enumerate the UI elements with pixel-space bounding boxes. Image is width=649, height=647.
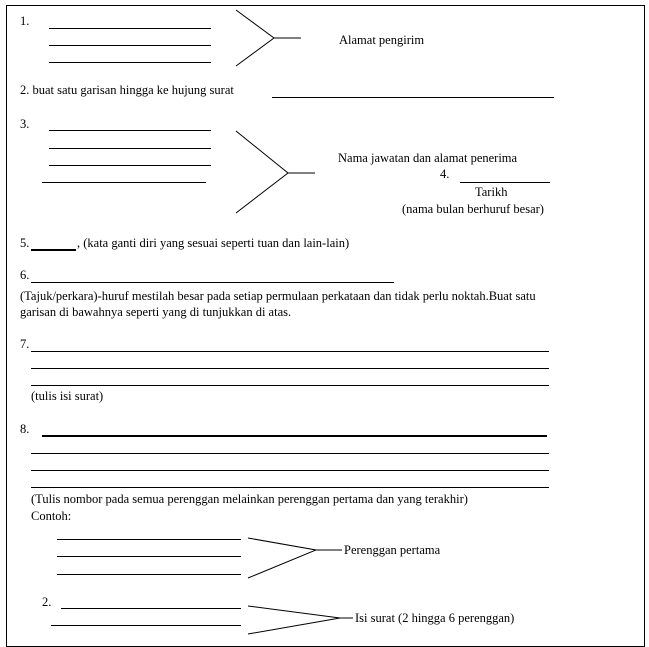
section-8-note: (Tulis nombor pada semua perenggan melainkan perenggan pertama dan yang terakhir): [31, 492, 468, 506]
date-label: Tarikh: [475, 185, 508, 199]
letter-format-worksheet: [6, 5, 645, 647]
section-8-number: 8.: [20, 422, 30, 436]
sender-address-label: Alamat pengirim: [339, 33, 425, 47]
section-5-text: , (kata ganti diri yang sesuai seperti tuan dan lain-lain): [77, 236, 350, 250]
section-1-number: 1.: [20, 14, 30, 28]
body-bracket: [7, 6, 644, 646]
section-6-number: 6.: [20, 268, 30, 282]
section-7-number: 7.: [20, 337, 30, 351]
section-6-text-line-1: (Tajuk/perkara)-huruf mestilah besar pada setiap permulaan perkataan dan tidak perlu noktah.Buat satu: [20, 289, 536, 303]
section-6-text-line-2: garisan di bawahnya seperti yang di tunjukkan di atas.: [20, 305, 292, 319]
example-label: Contoh:: [31, 509, 72, 523]
first-paragraph-label: Perenggan pertama: [344, 543, 441, 557]
section-7-note: (tulis isi surat): [31, 389, 104, 403]
body-label: Isi surat (2 hingga 6 perenggan): [355, 611, 515, 625]
date-note: (nama bulan berhuruf besar): [402, 202, 544, 216]
section-2-text: 2. buat satu garisan hingga ke hujung surat: [20, 83, 234, 97]
example-number: 2.: [42, 595, 52, 609]
section-3-number: 3.: [20, 117, 30, 131]
section-5-number: 5.: [20, 236, 30, 250]
date-number: 4.: [440, 167, 450, 181]
recipient-label: Nama jawatan dan alamat penerima: [338, 151, 518, 165]
